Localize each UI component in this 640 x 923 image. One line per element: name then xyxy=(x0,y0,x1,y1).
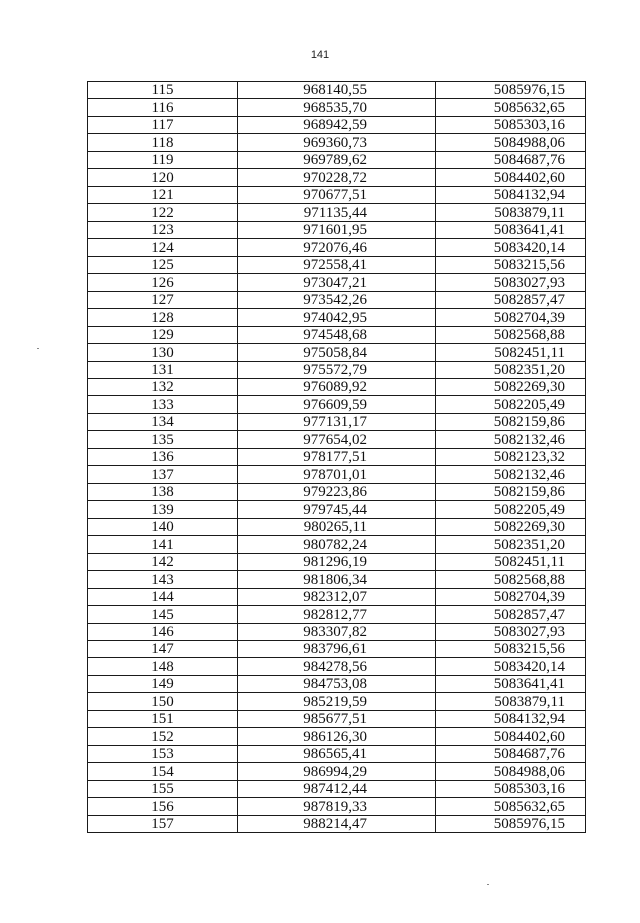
point-number-cell: 142 xyxy=(88,553,238,570)
table-row xyxy=(88,675,586,692)
table-row xyxy=(88,186,586,203)
y-coordinate-cell: 5083641,41 xyxy=(436,675,586,692)
table-row xyxy=(88,641,586,658)
table-row xyxy=(88,448,586,465)
table-row xyxy=(88,239,586,256)
x-coordinate-cell: 970677,51 xyxy=(238,186,436,203)
table-row xyxy=(88,588,586,605)
x-coordinate-cell: 971601,95 xyxy=(238,221,436,238)
table-row xyxy=(88,431,586,448)
y-coordinate-cell: 5085976,15 xyxy=(436,815,586,832)
y-coordinate-cell: 5082568,88 xyxy=(436,571,586,588)
x-coordinate-cell: 972558,41 xyxy=(238,256,436,273)
y-coordinate-cell: 5083027,93 xyxy=(436,274,586,291)
page-number: 141 xyxy=(310,49,330,61)
point-number-cell: 119 xyxy=(88,151,238,168)
table-row xyxy=(88,536,586,553)
x-coordinate-cell: 982312,07 xyxy=(238,588,436,605)
x-coordinate-cell: 979745,44 xyxy=(238,501,436,518)
y-coordinate-cell: 5084687,76 xyxy=(436,745,586,762)
point-number-cell: 139 xyxy=(88,501,238,518)
x-coordinate-cell: 981296,19 xyxy=(238,553,436,570)
point-number-cell: 153 xyxy=(88,745,238,762)
table-row xyxy=(88,274,586,291)
table-row xyxy=(88,116,586,133)
point-number-cell: 152 xyxy=(88,728,238,745)
y-coordinate-cell: 5082568,88 xyxy=(436,326,586,343)
point-number-cell: 140 xyxy=(88,518,238,535)
coordinates-table-body xyxy=(88,82,586,833)
x-coordinate-cell: 988214,47 xyxy=(238,815,436,832)
y-coordinate-cell: 5085303,16 xyxy=(436,116,586,133)
point-number-cell: 146 xyxy=(88,623,238,640)
point-number-cell: 116 xyxy=(88,99,238,116)
y-coordinate-cell: 5085632,65 xyxy=(436,798,586,815)
point-number-cell: 120 xyxy=(88,169,238,186)
point-number-cell: 138 xyxy=(88,483,238,500)
y-coordinate-cell: 5084402,60 xyxy=(436,169,586,186)
table-row xyxy=(88,501,586,518)
x-coordinate-cell: 973542,26 xyxy=(238,291,436,308)
y-coordinate-cell: 5084132,94 xyxy=(436,186,586,203)
table-row xyxy=(88,256,586,273)
coordinates-table xyxy=(87,81,586,833)
table-row xyxy=(88,745,586,762)
y-coordinate-cell: 5082132,46 xyxy=(436,431,586,448)
table-row xyxy=(88,483,586,500)
table-row xyxy=(88,815,586,832)
point-number-cell: 145 xyxy=(88,606,238,623)
table-row xyxy=(88,606,586,623)
x-coordinate-cell: 968942,59 xyxy=(238,116,436,133)
scan-speck xyxy=(487,884,489,885)
table-row xyxy=(88,798,586,815)
x-coordinate-cell: 972076,46 xyxy=(238,239,436,256)
point-number-cell: 137 xyxy=(88,466,238,483)
x-coordinate-cell: 968140,55 xyxy=(238,82,436,99)
table-row xyxy=(88,309,586,326)
point-number-cell: 143 xyxy=(88,571,238,588)
x-coordinate-cell: 986994,29 xyxy=(238,763,436,780)
point-number-cell: 136 xyxy=(88,448,238,465)
y-coordinate-cell: 5085976,15 xyxy=(436,82,586,99)
point-number-cell: 147 xyxy=(88,641,238,658)
point-number-cell: 129 xyxy=(88,326,238,343)
x-coordinate-cell: 971135,44 xyxy=(238,204,436,221)
y-coordinate-cell: 5082857,47 xyxy=(436,606,586,623)
y-coordinate-cell: 5083215,56 xyxy=(436,256,586,273)
point-number-cell: 130 xyxy=(88,344,238,361)
table-row xyxy=(88,151,586,168)
y-coordinate-cell: 5084687,76 xyxy=(436,151,586,168)
table-row xyxy=(88,710,586,727)
point-number-cell: 117 xyxy=(88,116,238,133)
table-row xyxy=(88,99,586,116)
y-coordinate-cell: 5085303,16 xyxy=(436,780,586,797)
table-row xyxy=(88,553,586,570)
y-coordinate-cell: 5083420,14 xyxy=(436,658,586,675)
x-coordinate-cell: 975572,79 xyxy=(238,361,436,378)
point-number-cell: 128 xyxy=(88,309,238,326)
x-coordinate-cell: 976609,59 xyxy=(238,396,436,413)
table-row xyxy=(88,571,586,588)
x-coordinate-cell: 977131,17 xyxy=(238,413,436,430)
point-number-cell: 132 xyxy=(88,378,238,395)
x-coordinate-cell: 986565,41 xyxy=(238,745,436,762)
table-row xyxy=(88,396,586,413)
table-row xyxy=(88,466,586,483)
point-number-cell: 133 xyxy=(88,396,238,413)
point-number-cell: 149 xyxy=(88,675,238,692)
x-coordinate-cell: 969789,62 xyxy=(238,151,436,168)
x-coordinate-cell: 980782,24 xyxy=(238,536,436,553)
x-coordinate-cell: 984278,56 xyxy=(238,658,436,675)
x-coordinate-cell: 978177,51 xyxy=(238,448,436,465)
point-number-cell: 154 xyxy=(88,763,238,780)
x-coordinate-cell: 978701,01 xyxy=(238,466,436,483)
x-coordinate-cell: 969360,73 xyxy=(238,134,436,151)
x-coordinate-cell: 977654,02 xyxy=(238,431,436,448)
table-row xyxy=(88,326,586,343)
table-row xyxy=(88,169,586,186)
point-number-cell: 118 xyxy=(88,134,238,151)
x-coordinate-cell: 970228,72 xyxy=(238,169,436,186)
x-coordinate-cell: 979223,86 xyxy=(238,483,436,500)
y-coordinate-cell: 5084132,94 xyxy=(436,710,586,727)
y-coordinate-cell: 5082857,47 xyxy=(436,291,586,308)
point-number-cell: 115 xyxy=(88,82,238,99)
point-number-cell: 124 xyxy=(88,239,238,256)
point-number-cell: 125 xyxy=(88,256,238,273)
y-coordinate-cell: 5082159,86 xyxy=(436,413,586,430)
table-row xyxy=(88,204,586,221)
table-row xyxy=(88,658,586,675)
table-row xyxy=(88,221,586,238)
x-coordinate-cell: 968535,70 xyxy=(238,99,436,116)
x-coordinate-cell: 974042,95 xyxy=(238,309,436,326)
y-coordinate-cell: 5083641,41 xyxy=(436,221,586,238)
y-coordinate-cell: 5082205,49 xyxy=(436,396,586,413)
y-coordinate-cell: 5082704,39 xyxy=(436,588,586,605)
y-coordinate-cell: 5082351,20 xyxy=(436,536,586,553)
table-row xyxy=(88,728,586,745)
y-coordinate-cell: 5083420,14 xyxy=(436,239,586,256)
x-coordinate-cell: 973047,21 xyxy=(238,274,436,291)
x-coordinate-cell: 982812,77 xyxy=(238,606,436,623)
x-coordinate-cell: 983307,82 xyxy=(238,623,436,640)
y-coordinate-cell: 5082351,20 xyxy=(436,361,586,378)
point-number-cell: 135 xyxy=(88,431,238,448)
y-coordinate-cell: 5082269,30 xyxy=(436,378,586,395)
y-coordinate-cell: 5084402,60 xyxy=(436,728,586,745)
point-number-cell: 155 xyxy=(88,780,238,797)
table-row xyxy=(88,378,586,395)
x-coordinate-cell: 976089,92 xyxy=(238,378,436,395)
x-coordinate-cell: 981806,34 xyxy=(238,571,436,588)
table-row xyxy=(88,763,586,780)
point-number-cell: 131 xyxy=(88,361,238,378)
x-coordinate-cell: 983796,61 xyxy=(238,641,436,658)
point-number-cell: 121 xyxy=(88,186,238,203)
x-coordinate-cell: 984753,08 xyxy=(238,675,436,692)
x-coordinate-cell: 980265,11 xyxy=(238,518,436,535)
y-coordinate-cell: 5082159,86 xyxy=(436,483,586,500)
y-coordinate-cell: 5083879,11 xyxy=(436,693,586,710)
y-coordinate-cell: 5082269,30 xyxy=(436,518,586,535)
point-number-cell: 134 xyxy=(88,413,238,430)
point-number-cell: 127 xyxy=(88,291,238,308)
point-number-cell: 151 xyxy=(88,710,238,727)
scan-speck xyxy=(37,348,39,349)
x-coordinate-cell: 975058,84 xyxy=(238,344,436,361)
x-coordinate-cell: 974548,68 xyxy=(238,326,436,343)
table-row xyxy=(88,518,586,535)
y-coordinate-cell: 5084988,06 xyxy=(436,134,586,151)
y-coordinate-cell: 5083215,56 xyxy=(436,641,586,658)
x-coordinate-cell: 985677,51 xyxy=(238,710,436,727)
y-coordinate-cell: 5082451,11 xyxy=(436,344,586,361)
point-number-cell: 148 xyxy=(88,658,238,675)
table-row xyxy=(88,361,586,378)
point-number-cell: 122 xyxy=(88,204,238,221)
x-coordinate-cell: 987819,33 xyxy=(238,798,436,815)
table-row xyxy=(88,82,586,99)
x-coordinate-cell: 986126,30 xyxy=(238,728,436,745)
table-row xyxy=(88,291,586,308)
table-row xyxy=(88,623,586,640)
point-number-cell: 123 xyxy=(88,221,238,238)
table-row xyxy=(88,693,586,710)
point-number-cell: 141 xyxy=(88,536,238,553)
y-coordinate-cell: 5083879,11 xyxy=(436,204,586,221)
point-number-cell: 150 xyxy=(88,693,238,710)
y-coordinate-cell: 5082451,11 xyxy=(436,553,586,570)
point-number-cell: 144 xyxy=(88,588,238,605)
y-coordinate-cell: 5082132,46 xyxy=(436,466,586,483)
point-number-cell: 157 xyxy=(88,815,238,832)
table-row xyxy=(88,413,586,430)
x-coordinate-cell: 985219,59 xyxy=(238,693,436,710)
point-number-cell: 156 xyxy=(88,798,238,815)
y-coordinate-cell: 5082205,49 xyxy=(436,501,586,518)
y-coordinate-cell: 5083027,93 xyxy=(436,623,586,640)
x-coordinate-cell: 987412,44 xyxy=(238,780,436,797)
y-coordinate-cell: 5084988,06 xyxy=(436,763,586,780)
y-coordinate-cell: 5085632,65 xyxy=(436,99,586,116)
point-number-cell: 126 xyxy=(88,274,238,291)
table-row xyxy=(88,344,586,361)
y-coordinate-cell: 5082704,39 xyxy=(436,309,586,326)
table-row xyxy=(88,780,586,797)
y-coordinate-cell: 5082123,32 xyxy=(436,448,586,465)
table-row xyxy=(88,134,586,151)
